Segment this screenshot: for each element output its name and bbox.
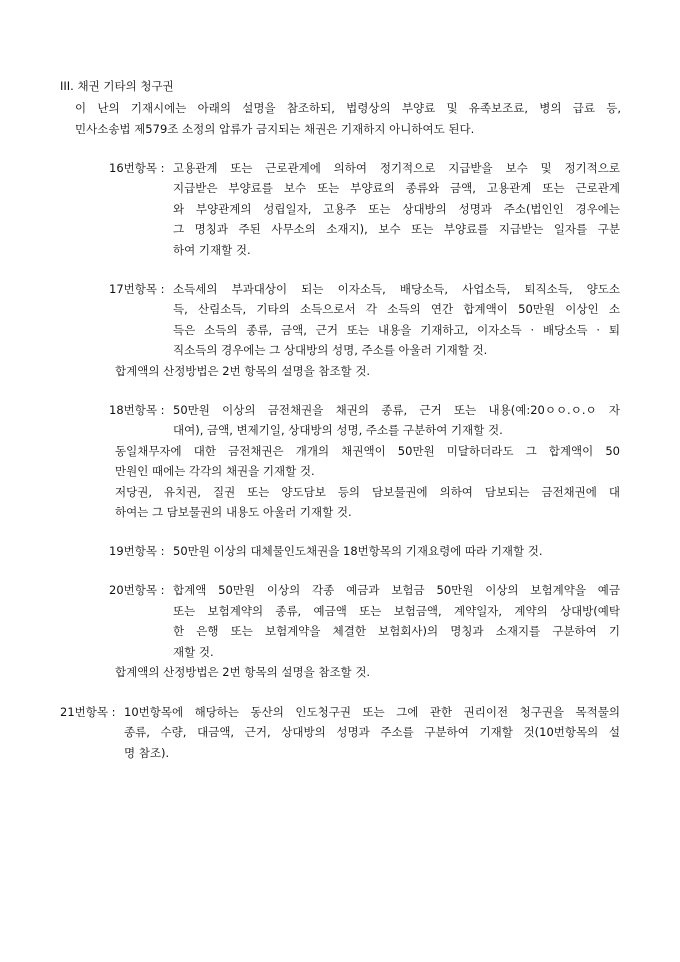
item-21-line-3: 명 참조). bbox=[124, 746, 170, 760]
item-20-line-3: 한 은행 또는 보험계약을 체결한 보험회사)의 명칭과 소재지를 구분하여 기 bbox=[173, 624, 620, 638]
intro-line-1: 이 난의 기재시에는 아래의 설명을 참조하되, 법령상의 부양료 및 유족보조료, 병의 급료 등, bbox=[75, 101, 621, 115]
intro-line-2: 민사소송법 제579조 소정의 압류가 금지되는 채권은 기재하지 아니하여도 된다. bbox=[75, 122, 475, 136]
item-18-line-1: 50만원 이상의 금전채권을 채권의 종류, 근거 또는 내용(예:20ㅇㅇ.ㅇ.ㅇ 자 bbox=[173, 403, 620, 417]
item-21-line-2: 종류, 수량, 대금액, 근거, 상대방의 성명과 주소를 구분하여 기재할 것(10번항목의 설 bbox=[124, 725, 620, 739]
item-20-line-2: 또는 보험계약의 종류, 예금액 또는 보험금액, 계약일자, 계약의 상대방(예탁 bbox=[173, 604, 620, 618]
item-16-line-3: 와 부양관계의 성립일자, 고용주 또는 상대방의 성명과 주소(법인인 경우에는 bbox=[173, 202, 620, 216]
item-16-label: 16번항목 : bbox=[109, 161, 165, 175]
item-18-note-1: 동일채무자에 대한 금전채권은 개개의 채권액이 50만원 미달하더라도 그 합계액이 50 bbox=[115, 444, 620, 458]
item-17-line-3: 득은 소득의 종류, 금액, 근거 또는 내용을 기재하고, 이자소득 · 배당소득 · 퇴 bbox=[173, 323, 620, 337]
item-16-line-4: 그 명칭과 주된 사무소의 소재지), 보수 또는 부양료를 지급받는 일자를 구분 bbox=[173, 222, 620, 236]
item-19-label: 19번항목 : bbox=[109, 544, 165, 558]
item-17-label: 17번항목 : bbox=[109, 282, 165, 296]
section-heading: III. 채권 기타의 청구권 bbox=[60, 79, 174, 93]
item-17-line-4: 직소득의 경우에는 그 상대방의 성명, 주소를 아울러 기재할 것. bbox=[173, 343, 488, 357]
item-21-label: 21번항목 : bbox=[60, 705, 116, 719]
item-17-line-2: 득, 산림소득, 기타의 소득으로서 각 소득의 연간 합계액이 50만원 이상인 소 bbox=[173, 302, 620, 316]
item-20-note: 합계액의 산정방법은 2번 항목의 설명을 참조할 것. bbox=[115, 665, 371, 679]
item-18-line-2: 대여), 금액, 변제기일, 상대방의 성명, 주소를 구분하여 기재할 것. bbox=[173, 423, 503, 437]
item-18-note-2: 만원인 때에는 각각의 채권을 기재할 것. bbox=[115, 464, 315, 478]
item-18-label: 18번항목 : bbox=[109, 403, 165, 417]
item-20-line-4: 재할 것. bbox=[173, 645, 214, 659]
item-18-note-3: 저당권, 유치권, 질권 또는 양도담보 등의 담보물권에 의하여 담보되는 금전채권에 대 bbox=[115, 485, 620, 499]
item-17-line-1: 소득세의 부과대상이 되는 이자소득, 배당소득, 사업소득, 퇴직소득, 양도소 bbox=[173, 282, 620, 296]
item-19-text: 50만원 이상의 대체물인도채권을 18번항목의 기재요령에 따라 기재할 것. bbox=[173, 544, 543, 558]
item-17-note: 합계액의 산정방법은 2번 항목의 설명을 참조할 것. bbox=[115, 364, 371, 378]
item-16-line-2: 지급받은 부양료를 보수 또는 부양료의 종류와 금액, 고용관계 또는 근로관계 bbox=[173, 181, 620, 195]
item-16-line-1: 고용관계 또는 근로관계에 의하여 정기적으로 지급받을 보수 및 정기적으로 bbox=[173, 161, 620, 175]
item-18-note-4: 하여는 그 담보물권의 내용도 아울러 기재할 것. bbox=[115, 505, 352, 519]
item-21-line-1: 10번항목에 해당하는 동산의 인도청구권 또는 그에 관한 권리이전 청구권을 목적물의 bbox=[124, 705, 620, 719]
item-16-line-5: 하여 기재할 것. bbox=[173, 243, 251, 257]
item-20-line-1: 합계액 50만원 이상의 각종 예금과 보험금 50만원 이상의 보험계약을 예금 bbox=[173, 583, 620, 597]
item-20-label: 20번항목 : bbox=[109, 583, 165, 597]
